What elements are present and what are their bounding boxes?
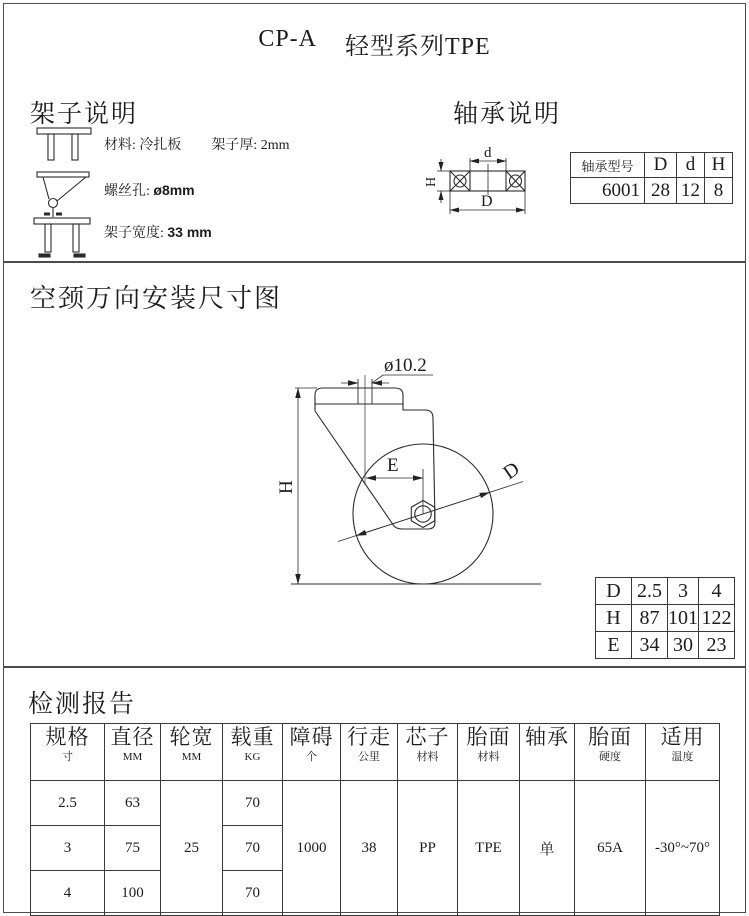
col-title: 芯子 [405, 725, 450, 749]
frame-row-width [104, 222, 212, 242]
cell: 3 [668, 578, 699, 605]
offset-dim-label: E [387, 455, 399, 476]
bearing-table [570, 152, 733, 204]
dims-row-name: D [596, 578, 632, 605]
screw-label: 螺丝孔: [104, 184, 154, 199]
frame-row-material [104, 134, 290, 154]
bearing-D-value: 28 [645, 178, 677, 204]
col-tread [458, 724, 520, 781]
cell: 4 [699, 578, 735, 605]
mount-dims-table [595, 577, 735, 659]
dims-row-name: E [596, 632, 632, 659]
col-title: 规格 [45, 725, 90, 749]
title-code: CP-A [258, 26, 317, 52]
section-divider-top [3, 261, 746, 263]
frame-section-heading: 架子说明 [30, 101, 139, 128]
col-unit: KG [244, 751, 261, 763]
diameter-dim-label: D [499, 457, 524, 485]
col-unit: MM [122, 751, 143, 763]
col-wheel-width [161, 724, 223, 781]
width-value: 33 mm [167, 224, 212, 240]
bearing-section-heading: 轴承说明 [453, 101, 562, 128]
col-title: 障碍 [289, 725, 334, 749]
bearing-D-header: D [645, 153, 677, 178]
frame-width-icon [33, 216, 95, 262]
cell-load: 70 [223, 826, 283, 871]
bearing-H-header: H [705, 153, 733, 178]
cell-diameter: 100 [105, 871, 161, 916]
cell-load: 70 [223, 871, 283, 916]
col-title: 轮宽 [169, 725, 214, 749]
cell-spec: 2.5 [31, 781, 105, 826]
bearing-d-label: d [484, 145, 492, 161]
col-core [398, 724, 458, 781]
col-unit: 寸 [62, 751, 73, 763]
material-label: 材料: 冷扎板 [104, 138, 182, 153]
cell: 101 [668, 605, 699, 632]
screw-value: ø8mm [153, 182, 195, 198]
cell: 2.5 [632, 578, 668, 605]
height-dim-label: H [276, 480, 297, 494]
bearing-model-header: 轴承型号 [571, 153, 645, 178]
col-temperature [646, 724, 720, 781]
frame-row-screw [104, 180, 195, 200]
thickness-label: 架子厚: 2mm [211, 138, 290, 153]
cell-obstacle: 1000 [283, 781, 341, 916]
col-unit: 温度 [671, 751, 694, 763]
col-diameter [105, 724, 161, 781]
cell-temperature: -30°~70° [646, 781, 720, 916]
col-spec [31, 724, 105, 781]
bearing-d-value: 12 [677, 178, 705, 204]
col-title: 载重 [230, 725, 275, 749]
bearing-H-value: 8 [705, 178, 733, 204]
col-unit: 公里 [358, 751, 380, 763]
cell-core: PP [398, 781, 458, 916]
report-section-heading: 检测报告 [28, 691, 137, 718]
col-title: 胎面 [588, 725, 632, 749]
col-obstacle [283, 724, 341, 781]
cell-bearing: 单 [520, 781, 575, 916]
col-title: 胎面 [466, 725, 511, 749]
page-title [0, 26, 749, 61]
cell-spec: 3 [31, 826, 105, 871]
col-unit: 材料 [477, 751, 500, 763]
col-title: 行走 [347, 725, 391, 749]
col-unit [520, 750, 574, 765]
bearing-H-label: H [424, 176, 439, 187]
cell-distance: 38 [341, 781, 398, 916]
cell-hardness: 65A [575, 781, 646, 916]
bearing-d-header: d [677, 153, 705, 178]
dims-row-name: H [596, 605, 632, 632]
col-distance [341, 724, 398, 781]
col-unit: MM [181, 751, 202, 763]
cell: 30 [668, 632, 699, 659]
bearing-D-label: D [481, 193, 493, 210]
cell-diameter: 75 [105, 826, 161, 871]
frame-top-icon [36, 126, 94, 164]
cell-wheel-width: 25 [161, 781, 223, 916]
col-unit: 材料 [416, 751, 439, 763]
section-divider-bottom [3, 666, 746, 668]
bearing-model-value: 6001 [571, 178, 645, 204]
cell-diameter: 63 [105, 781, 161, 826]
col-title: 适用 [660, 725, 705, 749]
col-hardness [575, 724, 646, 781]
col-load [223, 724, 283, 781]
col-title: 轴承 [525, 725, 569, 749]
bearing-diagram [424, 145, 563, 233]
table-row [31, 781, 720, 826]
width-label: 架子宽度: [104, 226, 168, 241]
caster-diagram [276, 342, 548, 607]
cell: 87 [632, 605, 668, 632]
cell-load: 70 [223, 781, 283, 826]
hole-dim-label: ø10.2 [384, 355, 427, 376]
mount-section-heading: 空颈万向安装尺寸图 [30, 284, 283, 313]
frame-fork-icon [36, 170, 94, 220]
cell-spec: 4 [31, 871, 105, 916]
cell-tread: TPE [458, 781, 520, 916]
cell: 122 [699, 605, 735, 632]
cell: 34 [632, 632, 668, 659]
col-unit: 硬度 [599, 751, 621, 763]
report-table [30, 723, 720, 916]
title-series: 轻型系列TPE [345, 34, 491, 60]
cell: 23 [699, 632, 735, 659]
col-bearing [520, 724, 575, 781]
col-title: 直径 [110, 725, 155, 749]
col-unit: 个 [306, 751, 317, 763]
